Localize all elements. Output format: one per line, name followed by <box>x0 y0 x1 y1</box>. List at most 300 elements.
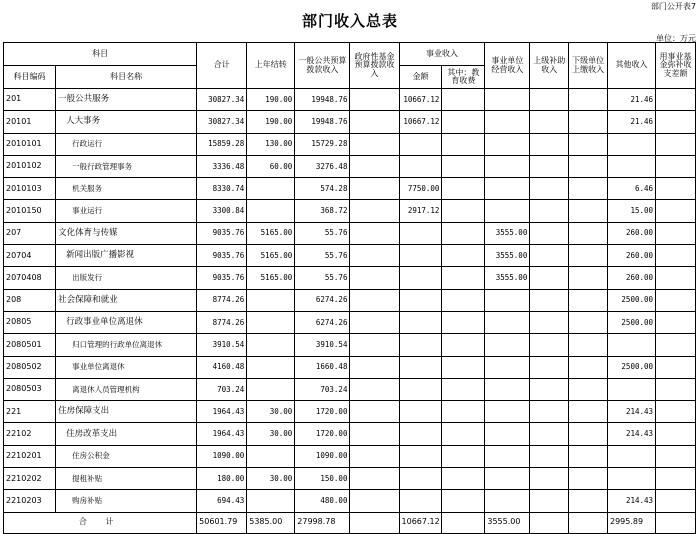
business-operation-cell <box>485 200 530 222</box>
business-amount-cell <box>399 468 442 490</box>
header-other: 其他收入 <box>608 43 656 89</box>
subject-name-cell: 人大事务 <box>56 111 197 133</box>
superior-subsidy-cell <box>530 200 569 222</box>
subject-code-cell: 2070408 <box>4 267 56 289</box>
tuition-cell <box>442 200 485 222</box>
other-income-cell: 260.00 <box>608 267 656 289</box>
business-amount-cell <box>399 222 442 244</box>
superior-subsidy-cell <box>530 89 569 111</box>
total-fund-cell <box>656 512 696 533</box>
lower-unit-cell <box>569 445 608 467</box>
table-row <box>4 133 696 155</box>
tuition-cell <box>442 222 485 244</box>
total-cell: 703.24 <box>197 378 247 400</box>
gov-fund-cell <box>350 133 399 155</box>
gov-fund-cell <box>350 111 399 133</box>
total-other-cell: 2995.89 <box>608 512 656 533</box>
table-row <box>4 111 696 133</box>
gov-fund-cell <box>350 200 399 222</box>
total-cell: 8330.74 <box>197 178 247 200</box>
tuition-cell <box>442 289 485 311</box>
subject-name-cell: 离退休人员管理机构 <box>56 378 197 400</box>
business-amount-cell <box>399 311 442 333</box>
superior-subsidy-cell <box>530 445 569 467</box>
other-income-cell: 214.43 <box>608 401 656 423</box>
fund-balance-cell <box>656 245 696 267</box>
business-operation-cell <box>485 445 530 467</box>
total-operation-cell: 3555.00 <box>485 512 530 533</box>
lower-unit-cell <box>569 401 608 423</box>
subject-code-cell: 2210201 <box>4 445 56 467</box>
tuition-cell <box>442 356 485 378</box>
lower-unit-cell <box>569 155 608 177</box>
gov-fund-cell <box>350 178 399 200</box>
general-budget-cell: 19948.76 <box>295 89 350 111</box>
general-budget-cell: 1720.00 <box>295 423 350 445</box>
gov-fund-cell <box>350 245 399 267</box>
superior-subsidy-cell <box>530 468 569 490</box>
business-operation-cell <box>485 133 530 155</box>
total-cell: 15859.28 <box>197 133 247 155</box>
general-budget-cell: 1720.00 <box>295 401 350 423</box>
header-business-income: 事业收入 <box>399 43 485 66</box>
other-income-cell: 21.46 <box>608 89 656 111</box>
lower-unit-cell <box>569 133 608 155</box>
general-budget-cell: 55.76 <box>295 222 350 244</box>
other-income-cell: 260.00 <box>608 245 656 267</box>
subject-code-cell: 2080501 <box>4 334 56 356</box>
subject-name-cell: 社会保障和就业 <box>56 289 197 311</box>
lower-unit-cell <box>569 378 608 400</box>
business-amount-cell <box>399 445 442 467</box>
lower-unit-cell <box>569 245 608 267</box>
table-row <box>4 245 696 267</box>
subject-code-cell: 2210202 <box>4 468 56 490</box>
table-row <box>4 311 696 333</box>
total-superior-cell <box>530 512 569 533</box>
total-cell: 4160.48 <box>197 356 247 378</box>
business-amount-cell <box>399 289 442 311</box>
other-income-cell <box>608 155 656 177</box>
subject-name-cell: 机关服务 <box>56 178 197 200</box>
subject-name-cell: 事业单位离退休 <box>56 356 197 378</box>
gov-fund-cell <box>350 89 399 111</box>
business-operation-cell <box>485 311 530 333</box>
carryover-cell: 30.00 <box>247 468 295 490</box>
other-income-cell: 2500.00 <box>608 356 656 378</box>
fund-balance-cell <box>656 445 696 467</box>
table-row <box>4 155 696 177</box>
table-row <box>4 200 696 222</box>
business-amount-cell: 2917.12 <box>399 200 442 222</box>
header-business-operation: 事业单位经营收入 <box>485 43 530 89</box>
total-label: 合 计 <box>4 512 197 533</box>
business-amount-cell <box>399 356 442 378</box>
business-amount-cell: 7750.00 <box>399 178 442 200</box>
gov-fund-cell <box>350 490 399 512</box>
superior-subsidy-cell <box>530 490 569 512</box>
tuition-cell <box>442 111 485 133</box>
carryover-cell <box>247 178 295 200</box>
lower-unit-cell <box>569 222 608 244</box>
carryover-cell <box>247 311 295 333</box>
total-general-cell: 27998.78 <box>295 512 350 533</box>
header-subject: 科目 <box>4 43 197 66</box>
carryover-cell <box>247 289 295 311</box>
table-row <box>4 401 696 423</box>
general-budget-cell: 480.00 <box>295 490 350 512</box>
tuition-cell <box>442 445 485 467</box>
general-budget-cell: 368.72 <box>295 200 350 222</box>
fund-balance-cell <box>656 423 696 445</box>
carryover-cell: 190.00 <box>247 89 295 111</box>
gov-fund-cell <box>350 401 399 423</box>
header-carryover: 上年结转 <box>247 43 295 89</box>
superior-subsidy-cell <box>530 356 569 378</box>
superior-subsidy-cell <box>530 111 569 133</box>
lower-unit-cell <box>569 200 608 222</box>
header-total: 合计 <box>197 43 247 89</box>
total-cell: 3336.48 <box>197 155 247 177</box>
total-cell: 1964.43 <box>197 423 247 445</box>
fund-balance-cell <box>656 200 696 222</box>
general-budget-cell: 55.76 <box>295 267 350 289</box>
subject-name-cell: 住房公积金 <box>56 445 197 467</box>
general-budget-cell: 6274.26 <box>295 289 350 311</box>
subject-code-cell: 207 <box>4 222 56 244</box>
subject-name-cell: 一般行政管理事务 <box>56 155 197 177</box>
subject-name-cell: 归口管理的行政单位离退休 <box>56 334 197 356</box>
other-income-cell: 2500.00 <box>608 289 656 311</box>
table-row <box>4 334 696 356</box>
gov-fund-cell <box>350 222 399 244</box>
subject-name-cell: 住房保障支出 <box>56 401 197 423</box>
general-budget-cell: 55.76 <box>295 245 350 267</box>
business-amount-cell <box>399 155 442 177</box>
subject-name-cell: 一般公共服务 <box>56 89 197 111</box>
gov-fund-cell <box>350 155 399 177</box>
carryover-cell: 130.00 <box>247 133 295 155</box>
total-carryover-cell: 5385.00 <box>247 512 295 533</box>
tuition-cell <box>442 245 485 267</box>
other-income-cell <box>608 468 656 490</box>
business-amount-cell <box>399 423 442 445</box>
tuition-cell <box>442 423 485 445</box>
lower-unit-cell <box>569 468 608 490</box>
subject-code-cell: 2210203 <box>4 490 56 512</box>
superior-subsidy-cell <box>530 311 569 333</box>
subject-code-cell: 201 <box>4 89 56 111</box>
fund-balance-cell <box>656 222 696 244</box>
subject-name-cell: 住房改革支出 <box>56 423 197 445</box>
fund-balance-cell <box>656 89 696 111</box>
carryover-cell <box>247 356 295 378</box>
lower-unit-cell <box>569 178 608 200</box>
general-budget-cell: 1090.00 <box>295 445 350 467</box>
lower-unit-cell <box>569 89 608 111</box>
business-amount-cell <box>399 267 442 289</box>
general-budget-cell: 150.00 <box>295 468 350 490</box>
superior-subsidy-cell <box>530 267 569 289</box>
general-budget-cell: 6274.26 <box>295 311 350 333</box>
gov-fund-cell <box>350 334 399 356</box>
income-summary-table <box>3 42 696 534</box>
table-row <box>4 423 696 445</box>
header-tuition: 其中：教育收费 <box>442 66 485 89</box>
tuition-cell <box>442 178 485 200</box>
gov-fund-cell <box>350 468 399 490</box>
lower-unit-cell <box>569 490 608 512</box>
total-cell: 8774.26 <box>197 311 247 333</box>
subject-code-cell: 2080502 <box>4 356 56 378</box>
other-income-cell <box>608 133 656 155</box>
lower-unit-cell <box>569 356 608 378</box>
gov-fund-cell <box>350 378 399 400</box>
subject-code-cell: 20704 <box>4 245 56 267</box>
gov-fund-cell <box>350 445 399 467</box>
business-operation-cell <box>485 89 530 111</box>
carryover-cell: 60.00 <box>247 155 295 177</box>
carryover-cell <box>247 334 295 356</box>
lower-unit-cell <box>569 111 608 133</box>
subject-code-cell: 208 <box>4 289 56 311</box>
fund-balance-cell <box>656 311 696 333</box>
carryover-cell <box>247 378 295 400</box>
superior-subsidy-cell <box>530 289 569 311</box>
general-budget-cell: 15729.28 <box>295 133 350 155</box>
fund-balance-cell <box>656 133 696 155</box>
subject-code-cell: 2080503 <box>4 378 56 400</box>
total-cell: 9035.76 <box>197 267 247 289</box>
total-lower-cell <box>569 512 608 533</box>
table-header <box>4 43 696 89</box>
lower-unit-cell <box>569 289 608 311</box>
table-row <box>4 222 696 244</box>
carryover-cell <box>247 490 295 512</box>
subject-name-cell: 文化体育与传媒 <box>56 222 197 244</box>
total-cell: 3910.54 <box>197 334 247 356</box>
fund-balance-cell <box>656 289 696 311</box>
fund-balance-cell <box>656 334 696 356</box>
lower-unit-cell <box>569 311 608 333</box>
gov-fund-cell <box>350 423 399 445</box>
other-income-cell <box>608 445 656 467</box>
subject-code-cell: 2010102 <box>4 155 56 177</box>
general-budget-cell: 3276.48 <box>295 155 350 177</box>
superior-subsidy-cell <box>530 178 569 200</box>
general-budget-cell: 19948.76 <box>295 111 350 133</box>
fund-balance-cell <box>656 378 696 400</box>
business-operation-cell <box>485 378 530 400</box>
total-cell: 30827.34 <box>197 111 247 133</box>
business-operation-cell <box>485 468 530 490</box>
form-number: 部门公开表7 <box>650 2 696 11</box>
other-income-cell <box>608 378 656 400</box>
superior-subsidy-cell <box>530 245 569 267</box>
superior-subsidy-cell <box>530 401 569 423</box>
tuition-cell <box>442 311 485 333</box>
tuition-cell <box>442 267 485 289</box>
business-amount-cell: 10667.12 <box>399 111 442 133</box>
other-income-cell: 214.43 <box>608 423 656 445</box>
subject-code-cell: 20101 <box>4 111 56 133</box>
total-row <box>4 512 696 533</box>
other-income-cell: 6.46 <box>608 178 656 200</box>
superior-subsidy-cell <box>530 334 569 356</box>
subject-name-cell: 出版发行 <box>56 267 197 289</box>
other-income-cell <box>608 334 656 356</box>
gov-fund-cell <box>350 311 399 333</box>
fund-balance-cell <box>656 468 696 490</box>
table-row <box>4 445 696 467</box>
business-amount-cell <box>399 490 442 512</box>
tuition-cell <box>442 401 485 423</box>
subject-code-cell: 2010103 <box>4 178 56 200</box>
business-operation-cell <box>485 490 530 512</box>
other-income-cell: 2500.00 <box>608 311 656 333</box>
subject-name-cell: 购房补贴 <box>56 490 197 512</box>
lower-unit-cell <box>569 267 608 289</box>
business-operation-cell <box>485 401 530 423</box>
business-operation-cell <box>485 289 530 311</box>
fund-balance-cell <box>656 401 696 423</box>
fund-balance-cell <box>656 178 696 200</box>
tuition-cell <box>442 133 485 155</box>
tuition-cell <box>442 334 485 356</box>
subject-name-cell: 事业运行 <box>56 200 197 222</box>
other-income-cell: 260.00 <box>608 222 656 244</box>
total-cell: 8774.26 <box>197 289 247 311</box>
unit-label: 单位：万元 <box>656 34 696 43</box>
tuition-cell <box>442 378 485 400</box>
lower-unit-cell <box>569 423 608 445</box>
total-cell: 694.43 <box>197 490 247 512</box>
superior-subsidy-cell <box>530 423 569 445</box>
fund-balance-cell <box>656 490 696 512</box>
fund-balance-cell <box>656 155 696 177</box>
subject-code-cell: 221 <box>4 401 56 423</box>
carryover-cell: 30.00 <box>247 423 295 445</box>
subject-code-cell: 22102 <box>4 423 56 445</box>
business-operation-cell: 3555.00 <box>485 267 530 289</box>
business-operation-cell <box>485 111 530 133</box>
table-row <box>4 289 696 311</box>
general-budget-cell: 703.24 <box>295 378 350 400</box>
business-amount-cell <box>399 401 442 423</box>
tuition-cell <box>442 468 485 490</box>
header-amount: 金额 <box>399 66 442 89</box>
tuition-cell <box>442 490 485 512</box>
other-income-cell: 214.43 <box>608 490 656 512</box>
total-cell: 180.00 <box>197 468 247 490</box>
subject-name-cell: 新闻出版广播影视 <box>56 245 197 267</box>
superior-subsidy-cell <box>530 222 569 244</box>
gov-fund-cell <box>350 356 399 378</box>
business-operation-cell: 3555.00 <box>485 222 530 244</box>
header-lower-unit: 下级单位上缴收入 <box>569 43 608 89</box>
gov-fund-cell <box>350 289 399 311</box>
business-amount-cell <box>399 378 442 400</box>
carryover-cell: 5165.00 <box>247 267 295 289</box>
other-income-cell: 15.00 <box>608 200 656 222</box>
subject-code-cell: 2010101 <box>4 133 56 155</box>
table-row <box>4 378 696 400</box>
total-cell: 9035.76 <box>197 245 247 267</box>
table-row <box>4 356 696 378</box>
header-subject-code: 科目编码 <box>4 66 56 89</box>
table-row <box>4 490 696 512</box>
carryover-cell <box>247 200 295 222</box>
superior-subsidy-cell <box>530 133 569 155</box>
subject-name-cell: 行政运行 <box>56 133 197 155</box>
other-income-cell: 21.46 <box>608 111 656 133</box>
business-amount-cell <box>399 245 442 267</box>
lower-unit-cell <box>569 334 608 356</box>
fund-balance-cell <box>656 267 696 289</box>
business-operation-cell <box>485 155 530 177</box>
total-amount-cell: 10667.12 <box>399 512 442 533</box>
general-budget-cell: 574.28 <box>295 178 350 200</box>
carryover-cell: 5165.00 <box>247 222 295 244</box>
subject-name-cell: 行政事业单位离退休 <box>56 311 197 333</box>
table-row <box>4 468 696 490</box>
superior-subsidy-cell <box>530 155 569 177</box>
total-gov-fund-cell <box>350 512 399 533</box>
fund-balance-cell <box>656 356 696 378</box>
table-row <box>4 178 696 200</box>
header-gov-fund: 政府性基金预算拨款收入 <box>350 43 399 89</box>
carryover-cell: 5165.00 <box>247 245 295 267</box>
general-budget-cell: 3910.54 <box>295 334 350 356</box>
table-body <box>4 89 696 513</box>
total-cell: 50601.79 <box>197 512 247 533</box>
business-operation-cell: 3555.00 <box>485 245 530 267</box>
subject-code-cell: 2010150 <box>4 200 56 222</box>
total-cell: 1964.43 <box>197 401 247 423</box>
superior-subsidy-cell <box>530 378 569 400</box>
total-cell: 30827.34 <box>197 89 247 111</box>
total-cell: 3300.84 <box>197 200 247 222</box>
page-title: 部门收入总表 <box>301 12 398 30</box>
subject-name-cell: 提租补贴 <box>56 468 197 490</box>
header-superior-subsidy: 上级补助收入 <box>530 43 569 89</box>
carryover-cell <box>247 445 295 467</box>
business-operation-cell <box>485 178 530 200</box>
business-operation-cell <box>485 423 530 445</box>
table-row <box>4 267 696 289</box>
total-tuition-cell <box>442 512 485 533</box>
business-operation-cell <box>485 356 530 378</box>
subject-code-cell: 20805 <box>4 311 56 333</box>
total-cell: 9035.76 <box>197 222 247 244</box>
business-amount-cell <box>399 133 442 155</box>
tuition-cell <box>442 89 485 111</box>
general-budget-cell: 1660.48 <box>295 356 350 378</box>
business-amount-cell: 10667.12 <box>399 89 442 111</box>
fund-balance-cell <box>656 111 696 133</box>
header-general-budget: 一般公共预算拨款收入 <box>295 43 350 89</box>
gov-fund-cell <box>350 267 399 289</box>
header-fund-balance: 用事业基金弥补收支差额 <box>656 43 696 89</box>
table-row <box>4 89 696 111</box>
total-cell: 1090.00 <box>197 445 247 467</box>
business-operation-cell <box>485 334 530 356</box>
carryover-cell: 30.00 <box>247 401 295 423</box>
business-amount-cell <box>399 334 442 356</box>
header-subject-name: 科目名称 <box>56 66 197 89</box>
tuition-cell <box>442 155 485 177</box>
carryover-cell: 190.00 <box>247 111 295 133</box>
